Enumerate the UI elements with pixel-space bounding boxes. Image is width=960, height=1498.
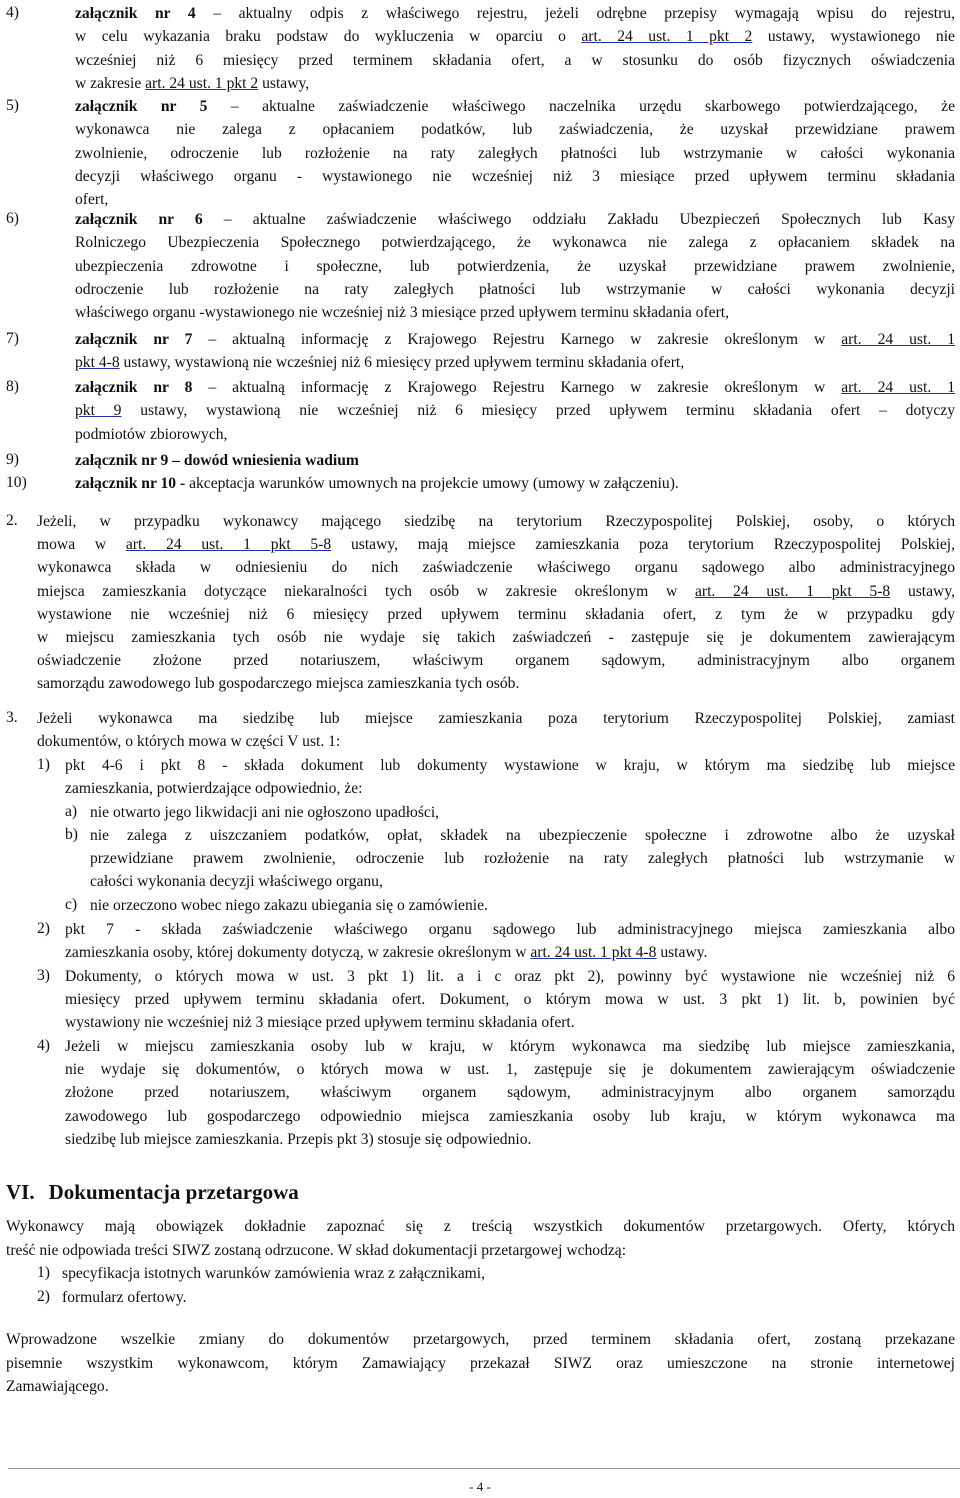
text-line: miesięcy przed upływem terminu składania ofert. Dokument, o którym mowa w ust. 3 pkt 1) lit. b, powinien być: [65, 991, 955, 1009]
footer-rule: [8, 1468, 960, 1469]
law-reference-link[interactable]: pkt 9: [75, 402, 122, 420]
list-number: 2): [37, 920, 50, 937]
attachment-number: 5): [6, 97, 19, 114]
text-line: podmiotów zbiorowych,: [75, 425, 228, 443]
attachment-number: 8): [6, 378, 19, 395]
text-line: nie zalega z uiszczaniem podatków, opłat, składek na ubezpieczenie społeczne i zdrowotne albo że uzyskał: [90, 827, 955, 844]
list-item: specyfikacja istotnych warunków zamówienia wraz z załącznikami,: [62, 1265, 486, 1282]
attachment-number: 7): [6, 330, 19, 347]
text-line: siedzibę lub miejsce zamieszkania. Przepis pkt 3) stosuje się odpowiednio.: [65, 1130, 532, 1148]
text-line: pkt 7 - składa zaświadczenie właściwego organu sądowego lub administracyjnego miejsca zamieszkania albo: [65, 921, 955, 938]
text-line: Jeżeli, w przypadku wykonawcy mającego siedzibę na terytorium Rzeczypospolitej Polskiej, osoby, o których: [37, 513, 955, 530]
text-line: zamieszkania, potwierdzające odpowiednio, że:: [65, 780, 363, 798]
list-item: formularz ofertowy.: [62, 1288, 187, 1306]
text-line: Jeżeli wykonawca ma siedzibę lub miejsce zamieszkania poza terytorium Rzeczypospolitej Polskiej, zamiast: [37, 710, 955, 727]
text-line: wykonawca nie zalega z opłacaniem podatków, lub zaświadczenia, że uzyskał przewidziane prawem: [75, 121, 955, 139]
text-line: załącznik nr 7 – aktualną informację z Krajowego Rejestru Karnego w zakresie określonym w art. 24 ust. 1: [75, 331, 955, 348]
text-line: ofert,: [75, 191, 109, 209]
text-line: zawodowego lub gospodarczego odpowiednio miejsca zamieszkania osoby lub kraju, w którym wykonawca ma: [65, 1107, 955, 1125]
paragraph-line: treść nie odpowiada treści SIWZ zostaną odrzucone. W skład dokumentacji przetargowej wchodzą:: [6, 1241, 627, 1259]
bold-text: załącznik nr 6: [75, 211, 203, 228]
text-line: w celu wykazania braku podstaw do wykluczenia w oparciu o art. 24 ust. 1 pkt 2 ustawy, wystawionego nie: [75, 28, 955, 46]
text-line: nie wydaje się dokumentów, o których mowa w ust. 1, zastępuje się je dokumentem zawierającym oświadczenie: [65, 1061, 955, 1079]
bold-text: załącznik nr 5: [75, 98, 208, 115]
law-reference-link[interactable]: art. 24 ust. 1: [841, 331, 955, 348]
sub-list-letter: a): [65, 803, 78, 820]
text-line: odroczenie lub rozłożenie na raty zaległych płatności lub wstrzymanie w całości wykonania decyzji: [75, 280, 955, 298]
text-line: załącznik nr 5 – aktualne zaświadczenie właściwego naczelnika urzędu skarbowego potwierdzającego, że: [75, 98, 955, 115]
paragraph-line: Zamawiającego.: [6, 1378, 109, 1395]
law-reference-link[interactable]: art. 24 ust. 1 pkt 5-8: [125, 536, 332, 554]
law-reference-link[interactable]: art. 24 ust. 1 pkt 2: [581, 28, 753, 46]
list-number: 4): [37, 1037, 50, 1054]
paragraph-line: Wykonawcy mają obowiązek dokładnie zapoznać się z treścią wszystkich dokumentów przetargowych. Oferty, których: [6, 1218, 955, 1235]
text-line: samorządu zawodowego lub gospodarczego miejsca zamieszkania tych osób.: [37, 675, 520, 693]
text-line: właściwego organu -wystawionego nie wcześniej niż 3 miesiące przed upływem terminu składania ofert,: [75, 304, 730, 322]
text-line: załącznik nr 6 – aktualne zaświadczenie właściwego oddziału Zakładu Ubezpieczeń Społecznych lub Kasy: [75, 211, 955, 228]
text-line: całości wykonania decyzji właściwego organu,: [90, 873, 383, 891]
text-line: Dokumenty, o których mowa w ust. 3 pkt 1) lit. a i c oraz pkt 2), powinny być wystawione nie wcześniej niż 6: [65, 968, 955, 985]
text-line: w zakresie art. 24 ust. 1 pkt 2 ustawy,: [75, 74, 310, 92]
bold-text: załącznik nr 9 – dowód wniesienia wadium: [75, 452, 359, 469]
section-heading: [6, 1180, 299, 1205]
text-line: wcześniej niż 6 miesięcy przed terminem składania ofert, a w stosunku do osób fizycznych oświadczenia: [75, 51, 955, 69]
section-title: Dokumentacja przetargowa: [48, 1180, 299, 1204]
law-reference-link[interactable]: art. 24 ust. 1 pkt 2: [145, 74, 259, 92]
text-line: Jeżeli w miejscu zamieszkania osoby lub w kraju, w którym wykonawca ma siedzibę lub miejsce zamieszkania,: [65, 1038, 955, 1055]
text-line: wystawione nie wcześniej niż 6 miesięcy przed upływem terminu składania ofert, z tym że w przypadku gdy: [37, 605, 955, 623]
bold-text: załącznik nr 4: [75, 5, 196, 22]
list-number: 2): [37, 1287, 50, 1305]
list-number: 1): [37, 756, 50, 773]
list-number: 3): [37, 967, 50, 984]
paragraph-number: 3.: [6, 709, 18, 726]
text-line: załącznik nr 10 - akceptacja warunków umownych na projekcie umowy (umowy w załączeniu).: [75, 475, 679, 492]
attachment-number: 6): [6, 210, 19, 227]
law-reference-link[interactable]: art. 24 ust. 1 pkt 5-8: [694, 582, 891, 600]
text-line: wykonawca składa w odniesieniu do nich zaświadczenie właściwego organu sądowego albo administracyjnego: [37, 559, 955, 577]
attachment-number: 4): [6, 4, 19, 21]
text-line: załącznik nr 8 – aktualną informację z Krajowego Rejestru Karnego w zakresie określonym w art. 24 ust. 1: [75, 379, 955, 396]
law-reference-link[interactable]: pkt 4-8: [75, 354, 120, 372]
paragraph-number: 2.: [6, 512, 18, 529]
attachment-number: 10): [6, 474, 27, 491]
text-line: złożone przed notariuszem, właściwym organem sądowym, administracyjnym albo organem samorządu: [65, 1084, 955, 1102]
text-line: załącznik nr 4 – aktualny odpis z właściwego rejestru, jeżeli odrębne przepisy wymagają wpisu do rejestru,: [75, 5, 955, 22]
text-line: wystawiony nie wcześniej niż 3 miesiące przed upływem terminu składania ofert.: [65, 1014, 575, 1032]
text-line: zwolnienie, odroczenie lub rozłożenie na raty zaległych płatności lub wstrzymanie w całości wykonania: [75, 144, 955, 162]
text-line: pkt 4-8 ustawy, wystawioną nie wcześniej niż 6 miesięcy przed upływem terminu składania ofert,: [75, 354, 685, 372]
sub-list-letter: b): [65, 826, 78, 843]
text-line: pkt 4-6 i pkt 8 - składa dokument lub dokumenty wystawione w kraju, w którym ma siedzibę lub miejsce: [65, 757, 955, 774]
text-line: zamieszkania osoby, której dokumenty dotyczą, w zakresie określonym w art. 24 ust. 1 pkt 4-8 ustawy.: [65, 944, 708, 962]
law-reference-link[interactable]: art. 24 ust. 1: [841, 379, 955, 396]
section-number: VI.: [6, 1180, 35, 1204]
paragraph-line: pisemnie wszystkim wykonawcom, którym Zamawiający przekazał SIWZ oraz umieszczone na stronie internetowej: [6, 1354, 955, 1372]
text-line: [75, 451, 955, 471]
sub-list-letter: c): [65, 896, 78, 913]
list-number: 1): [37, 1264, 50, 1281]
attachment-number: 9): [6, 451, 19, 468]
law-reference-link[interactable]: art. 24 ust. 1 pkt 4-8: [530, 944, 657, 962]
text-line: miejsca zamieszkania dotyczące niekaralności tych osób w zakresie określonym w art. 24 ust. 1 pkt 5-8 ustawy,: [37, 582, 956, 600]
text-line: Rolniczego Ubezpieczenia Społecznego potwierdzającego, że wykonawca nie zalega z opłacaniem składek na: [75, 234, 955, 252]
page-number: - 4 -: [469, 1479, 491, 1494]
text-line: decyzji właściwego organu - wystawionego nie wcześniej niż 3 miesiące przed upływem terminu składania: [75, 167, 955, 185]
bold-text: załącznik nr 10 -: [75, 475, 186, 492]
bold-text: załącznik nr 8: [75, 379, 193, 396]
text-line: nie orzeczono wobec niego zakazu ubiegania się o zamówienie.: [90, 897, 488, 914]
text-line: ubezpieczenia zdrowotne i społeczne, lub potwierdzenia, że uzyskał przewidziane prawem zwolnienie,: [75, 257, 955, 275]
text-line: dokumentów, o których mowa w części V ust. 1:: [37, 733, 341, 751]
text-line: nie otwarto jego likwidacji ani nie ogłoszono upadłości,: [90, 804, 440, 821]
text-line: oświadczenie złożone przed notariuszem, właściwym organem sądowym, administracyjnym albo organem: [37, 652, 955, 670]
text-line: w miejscu zamieszkania tych osób nie wydaje się takich zaświadczeń - zastępuje się je dokumentem zawierającym: [37, 629, 955, 646]
text-line: pkt 9 ustawy, wystawioną nie wcześniej niż 6 miesięcy przed upływem terminu składania ofert – dotyczy: [75, 402, 956, 420]
text-line: mowa w art. 24 ust. 1 pkt 5-8 ustawy, mają miejsce zamieszkania poza terytorium Rzeczypospolitej Polskiej,: [37, 536, 956, 554]
text-line: przewidziane prawem zwolnienie, odroczenie lub rozłożenie na raty zaległych płatności lub wstrzymanie w: [90, 850, 955, 868]
bold-text: załącznik nr 7: [75, 331, 193, 348]
paragraph-line: Wprowadzone wszelkie zmiany do dokumentów przetargowych, przed terminem składania ofert, zostaną przekazane: [6, 1331, 955, 1348]
